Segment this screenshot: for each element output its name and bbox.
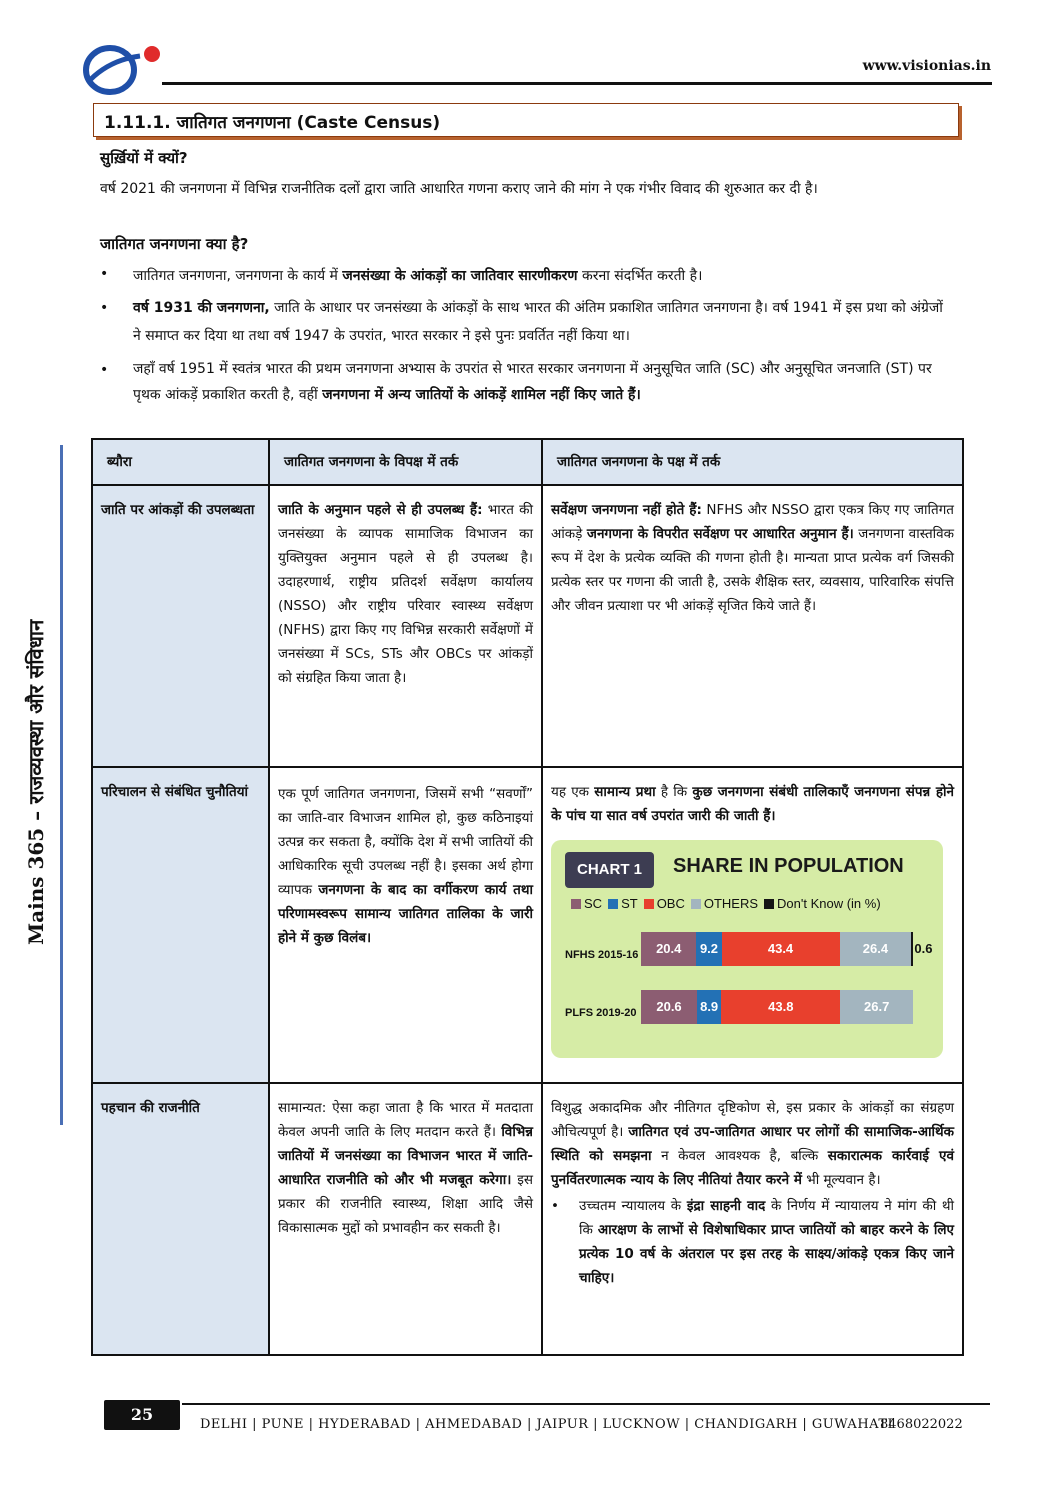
- bar-segment: 9.2: [696, 932, 721, 966]
- bar-segment: 20.6: [641, 990, 697, 1024]
- sub-bullet: • उच्चतम न्यायालय के इंद्रा साहनी वाद के निर्णय में न्यायालय ने मांग की थी कि आरक्षण के लाभों से विशेषाधिकार प्राप्त जातियों को बाहर करने के लिए प्रत्येक 10 वर्ष के अंतराल पर इस तरह के साक्ष्य/आंकड़े एकत्र किए जाने चाहिए।: [551, 1194, 954, 1290]
- legend-swatch: [608, 899, 618, 909]
- legend-swatch: [691, 899, 701, 909]
- bar-segment: 26.7: [840, 990, 913, 1024]
- bar-segment: 43.8: [721, 990, 840, 1024]
- legend-swatch: [571, 899, 581, 909]
- legend-label: ST: [621, 896, 638, 911]
- website-url[interactable]: www.visionias.in: [862, 58, 991, 74]
- what-is-heading: जातिगत जनगणना क्या है?: [100, 235, 249, 253]
- legend-label: Don't Know (in %): [777, 896, 881, 911]
- bullet-item: जहाँ वर्ष 1951 में स्वतंत्र भारत की प्रथम जनगणना अभ्यास के उपरांत से भारत सरकार जनगणना में अनुसूचित जाति (SC) और अनुसूचित जनजाति (ST) पर पृथक आंकड़ें प्रकाशित करती है, वहीं जनगणना में अन्य जातियों के आंकड़ें शामिल नहीं किए जाते हैं।: [133, 361, 932, 403]
- argument-against: एक पूर्ण जातिगत जनगणना, जिसमें सभी “सवर्णों” का जाति-वार विभाजन शामिल हो, कुछ कठिनाइयां उत्पन्न कर सकता है, क्योंकि देश में सभी जातियों की आधिकारिक सूची उपलब्ध नहीं है। इसका अर्थ होगा व्यापक जनगणना के बाद का वर्गीकरण कार्य तथा परिणामस्वरूप सामान्य जातिगत तालिका के जारी होने में कुछ विलंब।: [269, 767, 542, 1083]
- argument-against: जाति के अनुमान पहले से ही उपलब्ध हैं: भारत की जनसंख्या के व्यापक सामाजिक विभाजन का युक्तियुक्त अनुमान पहले से ही उपलब्ध है। उदाहरणार्थ, राष्ट्रीय प्रतिदर्श सर्वेक्षण कार्यालय (NSSO) और राष्ट्रीय परिवार स्वास्थ्य सर्वेक्षण (NFHS) द्वारा किए गए विभिन्न सरकारी सर्वेक्षणों में जनसंख्या में SCs, STs और OBCs पर आंकड़ों को संग्रहित किया जाता है।: [269, 485, 542, 767]
- row-category: जाति पर आंकड़ों की उपलब्धता: [92, 485, 269, 767]
- table-header: जातिगत जनगणना के विपक्ष में तर्क: [269, 439, 542, 485]
- section-title: 1.11.1. जातिगत जनगणना (Caste Census): [93, 103, 959, 137]
- bar-segment: 8.9: [697, 990, 721, 1024]
- argument-for: सर्वेक्षण जनगणना नहीं होते हैं: NFHS और NSSO द्वारा एकत्र किए गए जातिगत आंकड़े जनगणना के विपरीत सर्वेक्षण पर आधारित अनुमान हैं। जनगणना वास्तविक रूप में देश के प्रत्येक व्यक्ति की गणना होती है। मान्यता प्राप्त प्रत्येक वर्ग जिसकी प्रत्येक स्तर पर गणना की जाती है, उसके शैक्षिक स्तर, व्यवसाय, पारिवारिक संपत्ति और जीवन प्रत्याशा पर भी आंकड़ें सृजित किये जाते हैं।: [542, 485, 963, 767]
- why-news-text: वर्ष 2021 की जनगणना में विभिन्न राजनीतिक दलों द्वारा जाति आधारित गणना कराए जाने की मांग ने एक गंभीर विवाद की शुरुआत कर दी है।: [100, 181, 818, 197]
- page-number: 25: [104, 1400, 180, 1430]
- row-label: NFHS 2015-16: [565, 949, 639, 961]
- bullet-item: वर्ष 1931 की जनगणना, जाति के आधार पर जनसंख्या के आंकड़ों के साथ भारत की अंतिम प्रकाशित जातिगत जनगणना है। वर्ष 1941 में इस प्रथा को अंग्रेजों ने समाप्त कर दिया था तथा वर्ष 1947 के उपरांत, भारत सरकार ने इसे पुनः प्रवर्तित नहीं किया था।: [133, 300, 943, 344]
- footer-cities: DELHI | PUNE | HYDERABAD | AHMEDABAD | JAIPUR | LUCKNOW | CHANDIGARH | GUWAHATI: [200, 1417, 894, 1432]
- row-category: परिचालन से संबंधित चुनौतियां: [92, 767, 269, 1083]
- footer-phone[interactable]: 8468022022: [880, 1417, 963, 1432]
- bar-segment: 20.4: [641, 932, 696, 966]
- bullet-icon: •: [100, 300, 109, 316]
- legend-label: SC: [584, 896, 603, 911]
- argument-for: विशुद्ध अकादमिक और नीतिगत दृष्टिकोण से, इस प्रकार के आंकड़ों का संग्रहण औचित्यपूर्ण है। जातिगत एवं उप-जातिगत आधार पर लोगों की सामाजिक-आर्थिक स्थिति को समझना न केवल आवश्यक है, बल्कि सकारात्मक कार्रवाई एवं पुनर्वितरणात्मक न्याय के लिए नीतियां तैयार करने में भी मूल्यवान है। • उच्चतम न्यायालय के इंद्रा साहनी वाद के निर्णय में न्यायालय ने मांग की थी कि आरक्षण के लाभों से विशेषाधिकार प्राप्त जातियों को बाहर करने के लिए प्रत्येक 10 वर्ष के अंतराल पर इस तरह के साक्ष्य/आंकड़े एकत्र किए जाने चाहिए।: [542, 1083, 963, 1355]
- population-share-chart: [551, 840, 943, 1058]
- why-news-heading: सुर्ख़ियों में क्यों?: [100, 149, 188, 167]
- footer-divider: [182, 1403, 990, 1405]
- chart-badge: CHART 1: [565, 852, 654, 888]
- table-row: [92, 485, 963, 767]
- table-header: ब्यौरा: [92, 439, 269, 485]
- table-header-row: [92, 439, 963, 485]
- table-header: जातिगत जनगणना के पक्ष में तर्क: [542, 439, 963, 485]
- legend-swatch: [764, 899, 774, 909]
- header-divider: [162, 82, 992, 85]
- legend-label: OTHERS: [703, 896, 759, 911]
- side-accent-bar: [60, 445, 63, 1125]
- bar-segment: 43.4: [722, 932, 840, 966]
- bar-segment: 0.6: [911, 932, 913, 966]
- bullet-icon: •: [100, 266, 109, 282]
- bar-segment: 26.4: [840, 932, 912, 966]
- row-category: पहचान की राजनीति: [92, 1083, 269, 1355]
- legend-swatch: [644, 899, 654, 909]
- side-label: Mains 365 – राजव्यवस्था और संविधान: [24, 619, 48, 945]
- bullet-item: जातिगत जनगणना, जनगणना के कार्य में जनसंख्या के आंकड़ों का जातिवार सारणीकरण करना संदर्भित करती है।: [133, 268, 703, 284]
- comparison-table: [91, 438, 964, 1356]
- table-row: [92, 767, 963, 1083]
- row-label: PLFS 2019-20: [565, 1007, 637, 1019]
- chart-title: SHARE IN POPULATION: [673, 855, 904, 877]
- table-row: [92, 1083, 963, 1355]
- chart-legend: [565, 892, 881, 916]
- bullet-icon: •: [100, 362, 109, 378]
- argument-for: यह एक सामान्य प्रथा है कि कुछ जनगणना संबंधी तालिकाएँ जनगणना संपन्न होने के पांच या सात वर्ष उपरांत जारी की जाती हैं। CHART 1 SHARE IN POPULATION SC ST OBC OTHERS Don't Know (in %) NFHS 2015-16 20.4 9.2 43.4 26.4 0.6 PLFS 2019-20 20.6 8.9 43.8 26.7: [542, 767, 963, 1083]
- vision-ias-logo: [80, 40, 162, 96]
- argument-against: सामान्यत: ऐसा कहा जाता है कि भारत में मतदाता केवल अपनी जाति के लिए मतदान करते हैं। विभिन्न जातियों में जनसंख्या का विभाजन भारत में जाति-आधारित राजनीति को और भी मजबूत करेगा। इस प्रकार की राजनीति स्वास्थ्य, शिक्षा आदि जैसे विकासात्मक मुद्दों को प्रभावहीन कर सकती है।: [269, 1083, 542, 1355]
- bullet-icon: •: [551, 1198, 559, 1214]
- legend-label: OBC: [656, 896, 685, 911]
